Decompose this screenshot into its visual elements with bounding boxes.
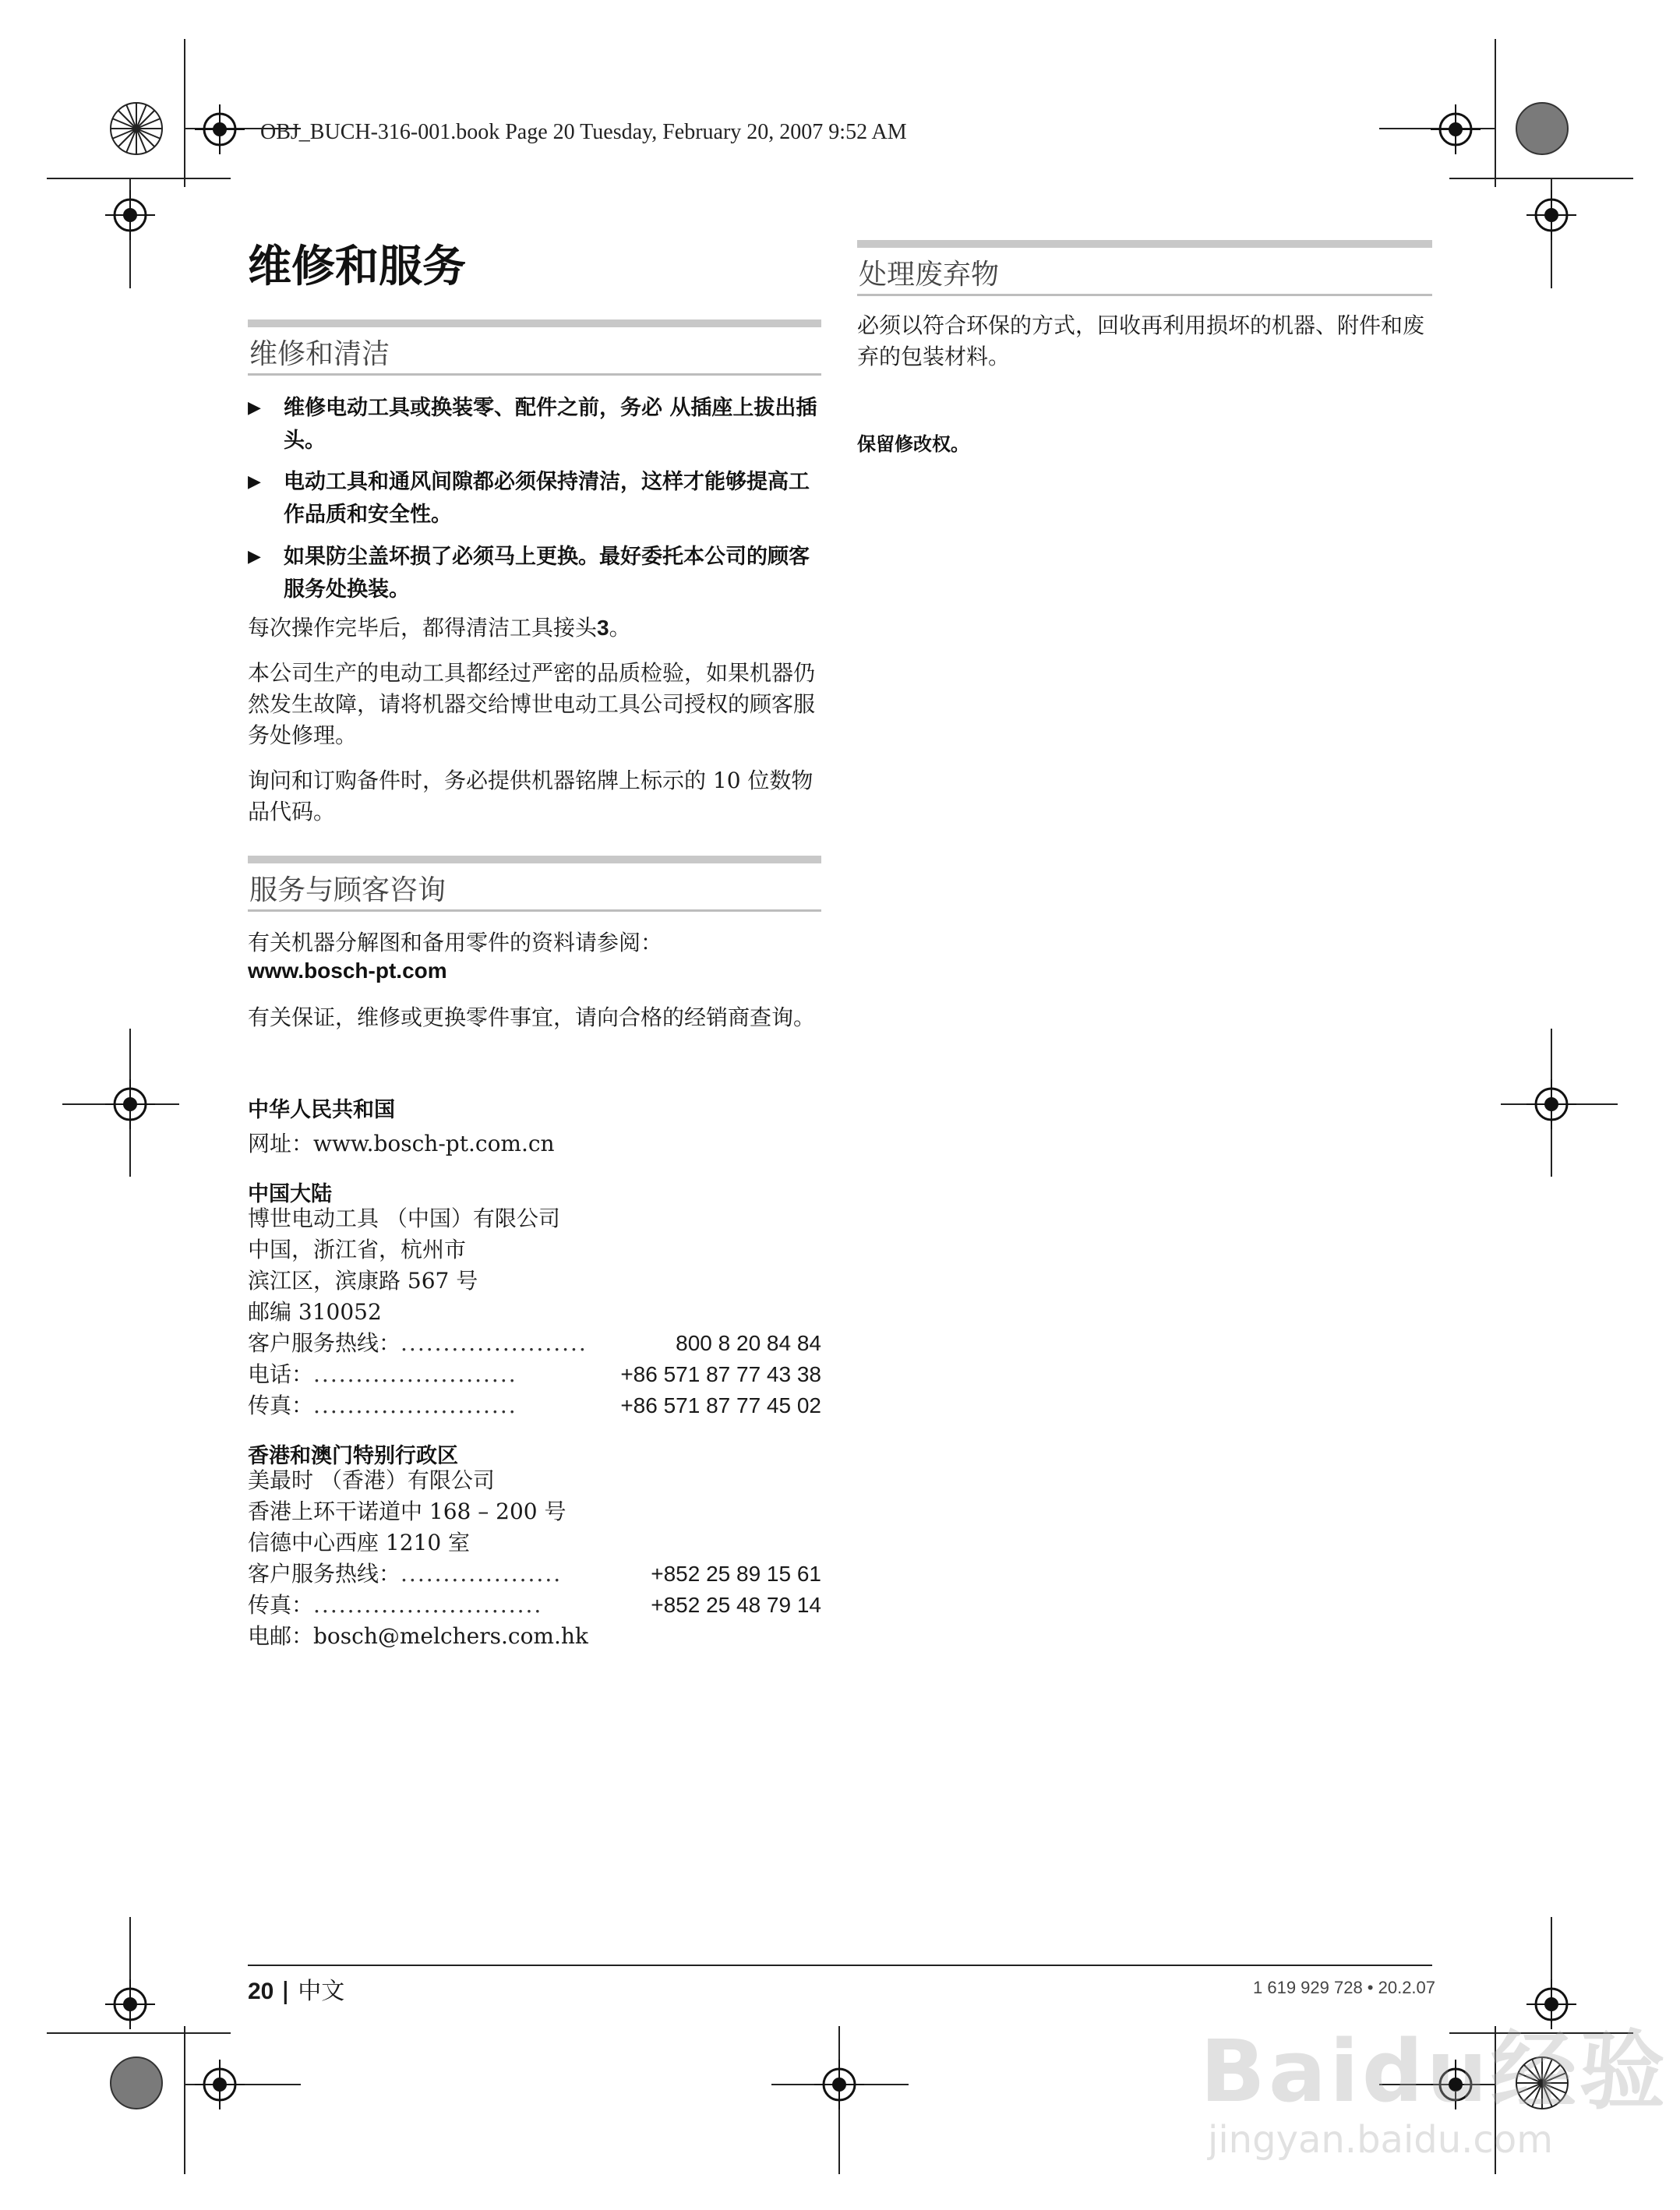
paragraph: 有关保证，维修或更换零件事宜，请向合格的经销商查询。 xyxy=(248,1004,816,1030)
starburst-target-icon xyxy=(109,101,164,156)
gray-disc-icon xyxy=(109,2056,164,2110)
address-line: 信德中心西座 1210 室 xyxy=(248,1530,471,1555)
address-line: 中国，浙江省，杭州市 xyxy=(248,1237,467,1262)
rights-reserved-note: 保留修改权。 xyxy=(857,433,969,455)
triangle-bullet-icon: ▶ xyxy=(248,547,261,567)
contact-number: +852 25 89 15 61 xyxy=(651,1562,821,1586)
triangle-bullet-icon: ▶ xyxy=(248,472,261,492)
contact-row xyxy=(248,1590,821,1621)
section-header-maintenance xyxy=(248,319,821,376)
leader-dots: ...................... xyxy=(401,1330,588,1356)
baidu-watermark xyxy=(1200,2003,1668,2182)
contact-row xyxy=(248,1328,821,1359)
paragraph: 本公司生产的电动工具都经过严密的品质检验，如果机器仍然发生故障，请将机器交给博世电动工具公司授权的顾客服务处修理。 xyxy=(248,660,816,748)
region-heading-mainland: 中国大陆 xyxy=(248,1182,332,1206)
registration-mark-icon xyxy=(105,190,155,240)
registration-mark-icon xyxy=(1526,190,1576,240)
contact-number: +86 571 87 77 43 38 xyxy=(620,1362,821,1386)
gray-disc-icon xyxy=(1515,101,1569,156)
part-number: 3 xyxy=(597,616,609,640)
address-line: 美最时 （香港）有限公司 xyxy=(248,1467,495,1493)
contact-number: +852 25 48 79 14 xyxy=(651,1593,821,1617)
website-text: 网址：www.bosch-pt.com.cn xyxy=(248,1131,555,1156)
footer-page xyxy=(248,1972,344,2006)
paragraph-end: 。 xyxy=(609,615,631,641)
email-line: 电邮：bosch@melchers.com.hk xyxy=(248,1623,588,1649)
file-slug: OBJ_BUCH-316-001.book Page 20 Tuesday, February 20, 2007 9:52 AM xyxy=(260,120,907,144)
address-line: 香港上环干诺道中 168 – 200 号 xyxy=(248,1499,566,1524)
registration-mark-icon xyxy=(105,1079,155,1129)
region-heading-prc: 中华人民共和国 xyxy=(248,1098,395,1122)
contact-label: 客户服务热线： xyxy=(248,1561,401,1587)
paragraph: 有关机器分解图和备用零件的资料请参阅： xyxy=(248,930,663,955)
registration-mark-icon xyxy=(814,2060,864,2109)
leader-dots: ................... xyxy=(401,1561,563,1587)
section-heading: 处理废弃物 xyxy=(859,259,1000,291)
paragraph: 必须以符合环保的方式，回收再利用损坏的机器、附件和废弃的包装材料。 xyxy=(857,312,1425,369)
page-title: 维修和服务 xyxy=(248,242,466,292)
contact-number: 800 8 20 84 84 xyxy=(676,1331,821,1355)
contact-label: 电话： xyxy=(248,1361,314,1387)
paragraph: 询问和订购备件时，务必提供机器铭牌上标示的 10 位数物品代码。 xyxy=(248,768,814,824)
section-heading: 服务与顾客咨询 xyxy=(249,874,446,906)
watermark-url: jingyan.baidu.com xyxy=(1208,2118,1553,2162)
watermark-logo-text: Baidu经验 xyxy=(1200,2021,1668,2121)
contact-label: 传真： xyxy=(248,1592,314,1618)
footer-separator: | xyxy=(281,1978,298,2005)
registration-mark-icon xyxy=(195,104,245,154)
registration-mark-icon xyxy=(195,2060,245,2109)
bullet-item xyxy=(248,392,821,457)
bullet-item xyxy=(248,466,821,531)
leader-dots: ........................... xyxy=(313,1592,543,1618)
address-line: 博世电动工具 （中国）有限公司 xyxy=(248,1206,560,1231)
footer-doc-code: 1 619 929 728 • 20.2.07 xyxy=(1253,1978,1436,1997)
registration-mark-icon xyxy=(1526,1079,1576,1129)
contact-row xyxy=(248,1559,821,1590)
address-block xyxy=(248,1465,821,1652)
address-block xyxy=(248,1203,821,1421)
section-header-disposal xyxy=(857,240,1432,296)
contact-label: 客户服务热线： xyxy=(248,1330,401,1356)
triangle-bullet-icon: ▶ xyxy=(248,398,261,418)
region-heading-hk: 香港和澳门特别行政区 xyxy=(248,1444,458,1468)
leader-dots: ........................ xyxy=(313,1361,517,1387)
website-link[interactable]: www.bosch-pt.com xyxy=(248,958,447,983)
section-heading: 维修和清洁 xyxy=(249,338,390,370)
section-header-service xyxy=(248,856,821,912)
paragraph-text: 每次操作完毕后，都得清洁工具接头 xyxy=(248,615,598,641)
contact-row xyxy=(248,1390,821,1421)
bullet-item xyxy=(248,541,821,606)
address-line: 滨江区，滨康路 567 号 xyxy=(248,1268,478,1294)
footer-language: 中文 xyxy=(298,1978,345,2005)
footer-rule xyxy=(248,1965,1432,1966)
leader-dots: ........................ xyxy=(313,1393,517,1418)
bullet-text: 如果防尘盖坏损了必须马上更换。最好委托本公司的顾客服务处换装。 xyxy=(284,545,810,602)
bullet-text: 维修电动工具或换装零、配件之前，务必 从插座上拔出插头。 xyxy=(284,396,817,453)
registration-mark-icon xyxy=(105,1979,155,2029)
page-number: 20 xyxy=(248,1979,274,2004)
contact-row xyxy=(248,1359,821,1390)
contact-number: +86 571 87 77 45 02 xyxy=(620,1393,821,1417)
bullet-text: 电动工具和通风间隙都必须保持清洁，这样才能够提高工作品质和安全性。 xyxy=(284,470,810,527)
registration-mark-icon xyxy=(1431,104,1481,154)
address-line: 邮编 310052 xyxy=(248,1299,382,1325)
contact-label: 传真： xyxy=(248,1393,314,1418)
paragraph xyxy=(248,613,821,644)
